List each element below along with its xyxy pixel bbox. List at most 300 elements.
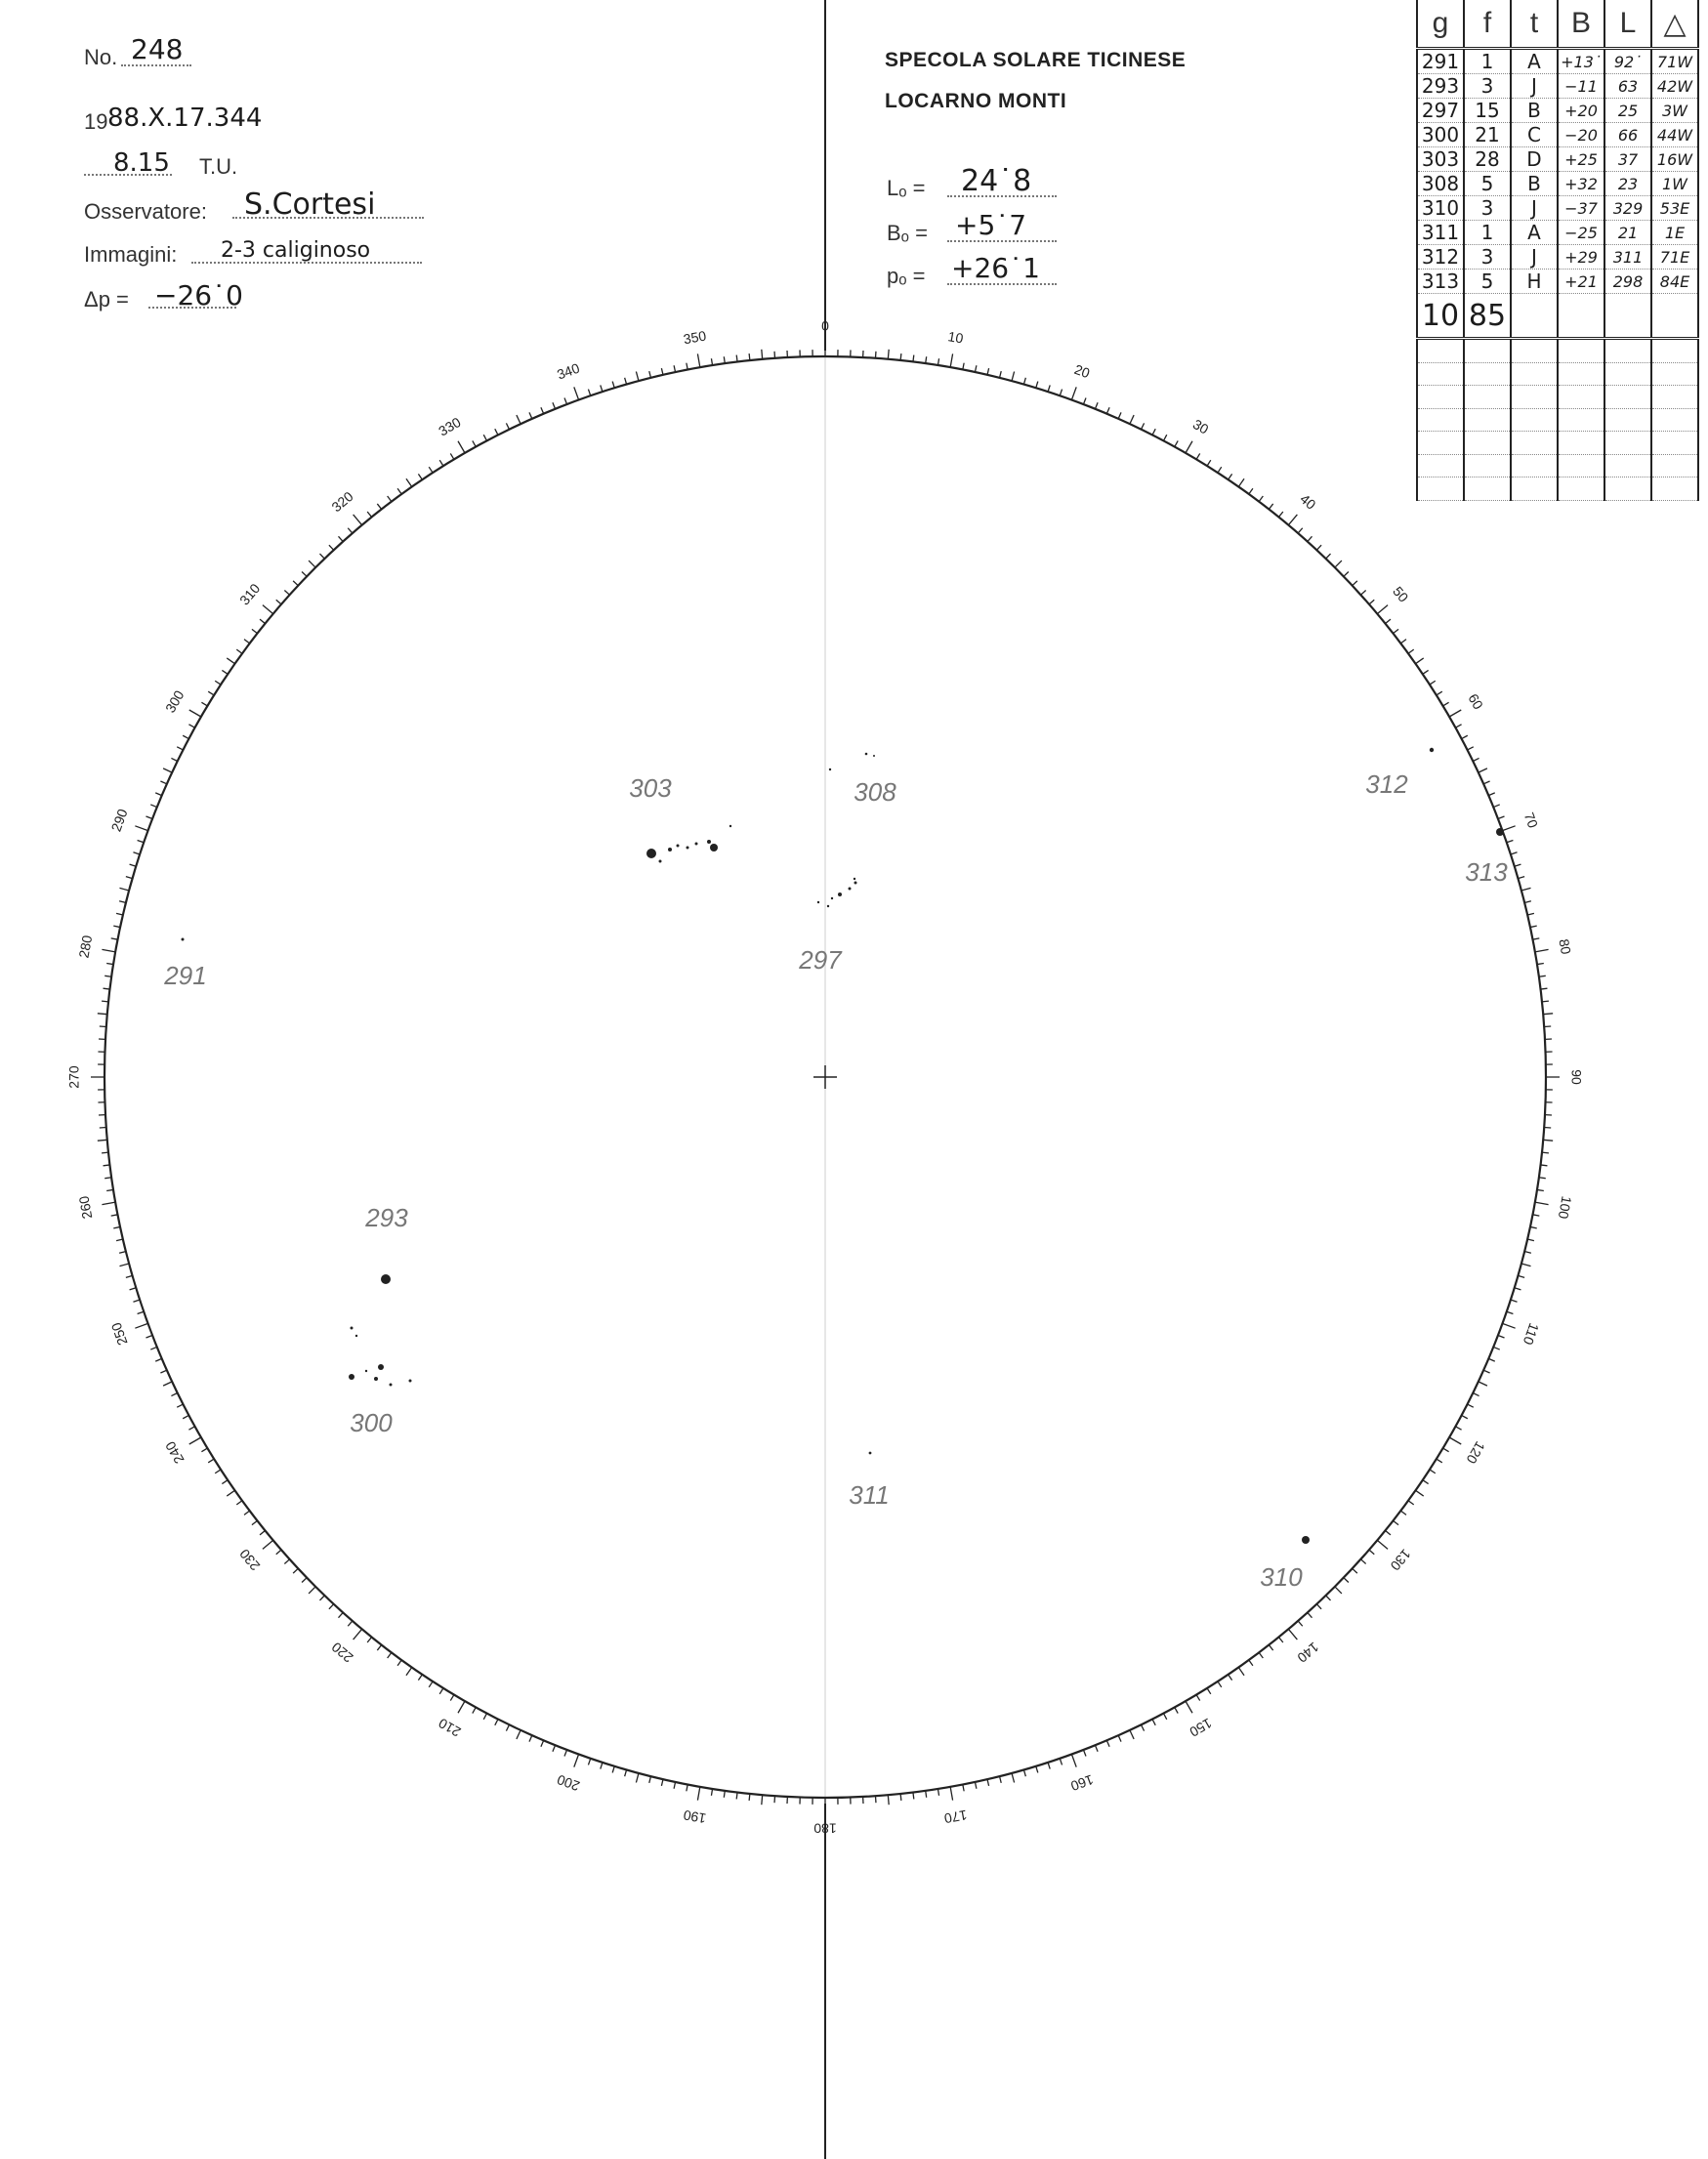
table-cell: 21 [1604,221,1651,245]
table-cell: 3W [1651,99,1698,123]
scale-tick [319,554,324,559]
observation-number: 248 [131,33,184,65]
scale-tick-label: 90 [1568,1069,1585,1085]
scale-tick [367,512,371,517]
scale-tick [1386,1530,1391,1534]
scale-tick [963,363,964,370]
scale-tick [309,561,315,567]
time-unit-label: T.U. [199,154,238,179]
table-cell: 310 [1417,196,1464,221]
table-cell: 71E [1651,245,1698,270]
scale-tick [130,1288,137,1290]
scale-tick [1196,1695,1200,1701]
B0-label: Bₒ = [887,221,928,245]
table-cell: 1W [1651,172,1698,196]
scale-tick [1238,1668,1244,1676]
scale-tick [429,467,433,473]
delta-p-value: −26˙0 [154,279,243,311]
sunspot-mark [849,888,852,891]
observation-time: 8.15 [113,148,170,178]
scale-tick [1527,1239,1534,1241]
scale-tick [201,1448,207,1452]
scale-tick [612,1766,614,1773]
scale-tick [354,1629,362,1640]
table-cell: 44W [1651,123,1698,147]
scale-tick [1207,1688,1211,1694]
scale-tick [506,1724,509,1730]
scale-tick [439,1688,443,1694]
scale-tick [309,1587,315,1594]
scale-tick [1443,702,1449,706]
scale-tick [975,365,976,372]
scale-tick [1543,1140,1553,1141]
scale-tick [367,1638,371,1642]
scale-tick-label: 310 [236,580,264,608]
table-cell: 298 [1604,270,1651,294]
scale-tick [950,1787,952,1801]
scale-tick [146,816,152,819]
scale-tick [1071,1754,1076,1766]
scale-tick [625,1769,627,1776]
scale-tick [1229,474,1232,479]
scale-tick [625,378,627,385]
observation-date: 88.X.17.344 [107,104,263,133]
scale-tick [1269,1645,1272,1651]
sunspot-mark [659,860,662,863]
table-cell: 5 [1464,172,1511,196]
scale-tick [160,781,166,784]
scale-tick [458,1701,465,1713]
group-label: 293 [365,1203,408,1232]
scale-tick [111,938,118,939]
scale-tick [130,864,137,866]
scale-tick [975,1782,976,1789]
scale-tick [1130,415,1134,424]
scale-tick [1408,1501,1414,1505]
scale-tick-label: 350 [682,327,708,348]
scale-tick [1535,1202,1549,1204]
scale-tick-label: 280 [75,934,96,960]
scale-tick [1521,888,1531,891]
table-cell: 293 [1417,74,1464,99]
scale-tick [1142,423,1145,429]
scale-tick [1518,877,1524,879]
table-cell: +21 [1558,270,1604,294]
scale-tick [1524,1252,1531,1254]
table-cell: J [1511,245,1558,270]
column-header-delta: △ [1651,0,1698,49]
L0-value: 24˙8 [961,164,1032,198]
scale-tick [483,1714,486,1720]
scale-tick [135,1323,147,1328]
scale-tick [1473,1393,1479,1396]
B0-value: +5˙7 [955,209,1027,241]
scale-tick [284,1559,289,1564]
table-cell: 63 [1604,74,1651,99]
table-cell: +32 [1558,172,1604,196]
scale-tick [588,1759,590,1765]
scale-tick [104,988,110,989]
scale-tick [601,1763,603,1769]
scale-tick [1353,1568,1357,1573]
scale-tick [1060,390,1062,396]
table-cell: 42W [1651,74,1698,99]
scale-tick-label: 180 [813,1820,837,1837]
scale-tick [1502,1323,1515,1328]
scale-tick [1298,1621,1303,1626]
scale-tick [1515,1288,1521,1290]
scale-tick [163,768,172,772]
scale-tick [1218,467,1222,473]
sunspot-mark [829,768,831,770]
scale-tick [1249,1660,1253,1666]
group-label: 291 [164,961,207,990]
scale-tick [1130,1730,1134,1739]
scale-tick [119,1252,126,1254]
scale-tick [397,488,401,494]
scale-tick [1316,545,1321,550]
scale-tick [1238,478,1244,486]
scale-tick [1278,512,1282,517]
scale-tick [697,353,699,367]
scale-tick [1083,397,1086,404]
table-cell: H [1511,270,1558,294]
scale-tick [1493,805,1499,808]
scale-tick [1524,901,1531,903]
scale-tick [1186,1701,1192,1713]
scale-tick [588,390,590,396]
scale-tick [201,702,207,706]
scale-tick-label: 70 [1521,810,1542,830]
scale-tick [111,1215,118,1216]
scale-tick [1473,758,1479,761]
table-cell: 311 [1604,245,1651,270]
scale-tick [1259,496,1263,502]
scale-tick-label: 110 [1520,1320,1543,1348]
table-cell: D [1511,147,1558,172]
sunspot-mark [831,897,833,899]
sunspot-mark [865,753,868,756]
scale-tick [1083,1750,1086,1757]
observatory-name: SPECOLA SOLARE TICINESE [885,49,1187,71]
table-cell: +20 [1558,99,1604,123]
scale-tick-label: 20 [1072,360,1093,382]
scale-tick [950,353,952,367]
scale-tick [1449,1437,1461,1444]
table-cell: +29 [1558,245,1604,270]
column-header-g: g [1417,0,1464,49]
scale-tick [1400,640,1406,644]
scale-tick [564,1750,567,1757]
group-label: 312 [1365,769,1408,799]
scale-tick [155,1358,161,1361]
observer-name: S.Cortesi [244,187,376,222]
sunspot-mark [668,848,672,851]
table-cell: −25 [1558,221,1604,245]
scale-tick [1278,1638,1282,1642]
scale-tick [1530,926,1537,927]
scale-tick [1479,768,1487,772]
scale-tick [106,963,113,964]
scale-tick [146,1335,152,1338]
scale-tick [133,1300,140,1302]
scale-tick [215,681,221,685]
scale-tick-label: 30 [1189,415,1212,437]
scale-tick [506,423,509,429]
scale-tick-label: 60 [1465,690,1487,713]
scale-tick [1369,1550,1374,1555]
scale-tick [574,1754,579,1766]
scale-tick [252,1520,258,1524]
scale-tick [439,460,443,466]
scale-tick [135,826,147,831]
scale-tick [418,1675,422,1681]
sunspot-mark [677,845,680,848]
scale-tick [661,368,663,375]
group-label: 310 [1260,1562,1303,1592]
scale-tick [1430,681,1436,685]
scale-tick-label: 240 [162,1438,187,1467]
scale-tick-label: 260 [75,1194,96,1221]
p0-label: pₒ = [887,264,926,288]
number-label: No. [84,45,118,69]
scale-tick [1326,1596,1331,1600]
scale-tick [1288,1629,1297,1640]
scale-tick [302,1578,307,1583]
scale-tick [276,600,281,604]
scale-tick [541,407,544,413]
scale-tick [612,382,614,389]
table-cell: 1 [1464,221,1511,245]
date-prefix: 19 [84,109,108,134]
table-cell: 23 [1604,172,1651,196]
scale-tick [1443,1448,1449,1452]
scale-tick [1196,453,1200,459]
scale-tick [1540,1165,1547,1166]
scale-tick [183,1415,188,1418]
scale-tick [473,440,476,446]
table-cell: 15 [1464,99,1511,123]
scale-tick [177,1404,183,1407]
sunspot-mark [1430,748,1434,752]
scale-tick [348,528,353,533]
scale-tick-label: 160 [1068,1771,1096,1795]
scale-tick-label: 80 [1556,937,1574,956]
scale-tick [1142,1724,1145,1730]
scale-tick [329,1604,334,1609]
table-cell: 329 [1604,196,1651,221]
scale-tick [649,371,651,378]
column-header-B: B [1558,0,1604,49]
scale-tick [450,1695,454,1701]
scale-tick [222,670,228,674]
scale-tick [529,1735,532,1741]
scale-tick [102,1202,115,1204]
scale-tick-label: 270 [65,1065,82,1089]
scale-tick [1535,949,1549,951]
scale-tick [252,629,258,633]
sunspot-mark [409,1380,412,1383]
scale-tick [1023,1769,1025,1776]
table-cell: B [1511,99,1558,123]
scale-tick [189,1437,201,1444]
group-label: 303 [629,773,672,803]
scale-tick [1502,826,1515,831]
scale-tick [1423,670,1429,674]
scale-tick [244,1511,250,1515]
sunspot-mark [351,1327,354,1330]
scale-tick [1036,382,1038,389]
table-cell: 84E [1651,270,1698,294]
scale-tick [119,888,129,891]
group-label: 300 [350,1408,393,1437]
scale-tick [553,402,556,408]
scale-tick [155,793,161,796]
scale-tick [1394,629,1399,633]
scale-tick [183,735,188,738]
scale-tick [1507,1311,1514,1313]
scale-tick [236,1501,242,1505]
scale-tick [1515,864,1521,866]
sunspot-mark [729,825,731,827]
scale-tick [348,1621,353,1626]
scale-tick [1023,378,1025,385]
scale-tick [160,1370,166,1373]
scale-tick [636,371,639,381]
scale-tick [188,1427,194,1430]
total-spots: 85 [1464,294,1511,339]
sunspot-mark [1496,828,1504,836]
sunspot-mark [827,905,829,907]
scale-tick [1106,407,1109,413]
scale-tick [215,1470,221,1474]
scale-tick [1416,658,1424,664]
scale-tick [1360,1559,1365,1564]
table-cell: 313 [1417,270,1464,294]
scale-tick [926,356,927,363]
scale-tick [736,1792,737,1799]
scale-tick [1048,1763,1050,1769]
scale-tick [1527,913,1534,915]
scale-tick [104,1178,111,1179]
table-cell: 71W [1651,49,1698,74]
scale-tick [517,1730,521,1739]
images-label: Immagini: [84,242,178,267]
table-cell: 303 [1417,147,1464,172]
scale-tick [150,1347,156,1349]
scale-tick [1288,515,1297,525]
table-cell: −37 [1558,196,1604,221]
sunspot-mark [687,847,689,850]
sunspot-mark [381,1274,391,1284]
scale-tick [1537,1189,1544,1190]
scale-tick [1036,1766,1038,1773]
scale-tick [541,1740,544,1746]
scale-tick [1400,1511,1406,1515]
table-cell: 300 [1417,123,1464,147]
scale-tick [302,571,307,576]
table-cell: 291 [1417,49,1464,74]
scale-tick [1543,1014,1553,1015]
scale-tick [724,1791,725,1798]
sunspot-mark [854,882,857,885]
sunspot-mark [838,893,842,896]
scale-tick [1530,1226,1537,1227]
table-cell: C [1511,123,1558,147]
scale-tick [284,590,289,595]
scale-tick [1095,1745,1098,1751]
observatory-location: LOCARNO MONTI [885,90,1067,112]
scale-tick [711,1789,712,1796]
scale-tick [338,536,343,541]
scale-tick [293,1568,298,1573]
scale-tick [1462,735,1468,738]
scale-tick [1106,1740,1109,1746]
scale-tick [1483,781,1489,784]
scale-tick [177,747,183,750]
table-cell: 311 [1417,221,1464,245]
sunspot-mark [873,755,875,757]
scale-tick [260,619,265,623]
scale-tick [1360,590,1365,595]
scale-tick [106,1189,113,1190]
scale-tick [1498,816,1505,819]
table-cell: 66 [1604,123,1651,147]
scale-tick [163,1382,172,1386]
delta-p-label: Δp = [84,287,129,311]
scale-tick [1377,1540,1388,1549]
scale-tick [236,649,242,653]
scale-tick [119,1264,129,1266]
group-label: 313 [1465,857,1508,887]
scale-tick-label: 340 [555,359,582,383]
sunspot-mark [378,1364,384,1370]
table-cell: 92˙ [1604,49,1651,74]
scale-tick-label: 320 [328,488,356,516]
scale-tick [1416,1490,1424,1496]
scale-tick-label: 190 [682,1806,708,1827]
scale-tick [926,1791,927,1798]
sunspot-mark [646,849,656,858]
scale-tick [900,1794,901,1801]
scale-tick [749,1794,750,1801]
scale-tick-label: 170 [942,1806,969,1827]
scale-tick [1455,725,1461,727]
scale-tick [1468,1404,1474,1407]
scale-tick [1462,1415,1468,1418]
scale-tick [1437,691,1442,695]
scale-tick [1152,429,1155,435]
scale-tick [674,365,675,372]
scale-tick [517,415,521,424]
scale-tick [1012,371,1015,381]
scale-tick [1455,1427,1461,1430]
scale-tick [1000,371,1002,378]
table-cell: −11 [1558,74,1604,99]
scale-tick [188,725,194,727]
sunspot-mark [365,1370,367,1372]
scale-tick [227,658,234,664]
sunspot-mark [1302,1536,1310,1544]
scale-tick [150,805,156,808]
table-cell: 308 [1417,172,1464,196]
scale-tick [138,1311,145,1313]
group-label: 311 [849,1480,890,1510]
scale-tick [429,1682,433,1687]
scale-tick [329,545,334,550]
scale-tick [1479,1382,1487,1386]
scale-tick [319,1596,324,1600]
